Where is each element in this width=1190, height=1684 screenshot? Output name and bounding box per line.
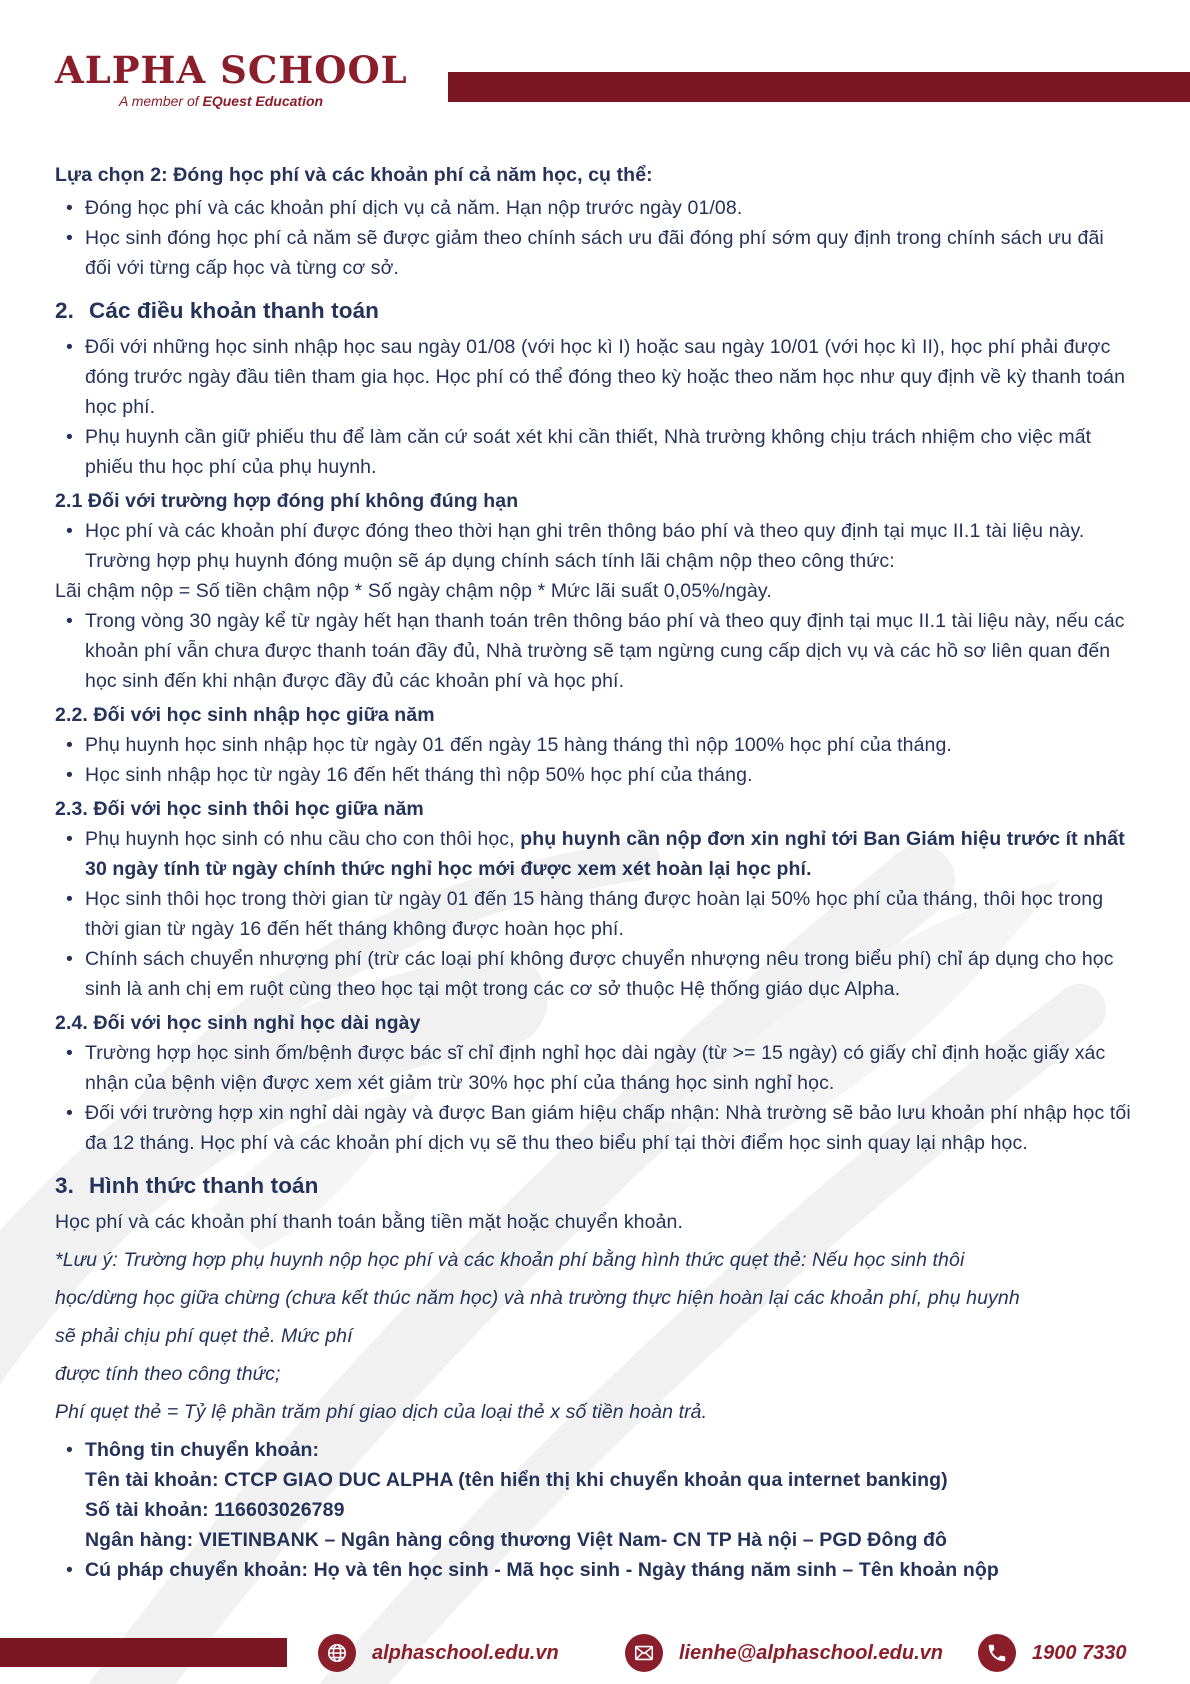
doc-bullet-item	[55, 516, 1133, 576]
doc-note-line: được tính theo công thức;	[55, 1363, 281, 1385]
footer-phone	[978, 1633, 1127, 1673]
doc-section-number: 2.	[55, 298, 74, 323]
doc-note-line: học/dừng học giữa chừng (chưa kết thúc năm học) và nhà trường thực hiện hoàn lại các khoản phí, phụ huynh	[55, 1287, 1020, 1309]
bullet-text: Đối với trường hợp xin nghỉ dài ngày và được Ban giám hiệu chấp nhận: Nhà trường sẽ bảo lưu khoản phí nhập học tối đa 12 tháng. Học phí và các khoản phí dịch vụ sẽ thu theo biểu phí tại thời điểm học sinh quay lại nhập học.	[85, 1102, 1131, 1154]
doc-note-line: Phí quẹt thẻ = Tỷ lệ phần trăm phí giao dịch của loại thẻ x số tiền hoàn trả.	[55, 1401, 708, 1423]
bullet-dot: •	[66, 1439, 73, 1461]
doc-section-heading	[55, 1171, 1133, 1201]
doc-bullet-item	[55, 884, 1133, 944]
bullet-text: Cú pháp chuyển khoản: Họ và tên học sinh - Mã học sinh - Ngày tháng năm sinh – Tên khoản nộp	[85, 1559, 999, 1581]
bullet-dot: •	[66, 734, 73, 756]
doc-bullet-item	[55, 730, 1133, 760]
doc-bank-detail-line: Số tài khoản: 116603026789	[85, 1499, 345, 1521]
doc-subsection-heading: 2.3. Đối với học sinh thôi học giữa năm	[55, 798, 424, 820]
doc-bullet-item	[55, 824, 1133, 884]
header-accent-bar	[448, 72, 1190, 102]
bullet-dot: •	[66, 1042, 73, 1064]
bullet-dot: •	[66, 520, 73, 542]
bullet-dot: •	[66, 764, 73, 786]
document-body	[55, 160, 1133, 1585]
bullet-text: Phụ huynh cần giữ phiếu thu để làm căn cứ soát xét khi cần thiết, Nhà trường không chịu trách nhiệm cho việc mất phiếu thu học phí của phụ huynh.	[85, 426, 1092, 478]
doc-bullet-item	[55, 606, 1133, 696]
doc-subsection-heading: 2.1 Đối với trường hợp đóng phí không đúng hạn	[55, 490, 519, 512]
logo	[55, 50, 408, 109]
doc-bullet-item	[55, 193, 1133, 223]
bullet-text: Đóng học phí và các khoản phí dịch vụ cả năm. Hạn nộp trước ngày 01/08.	[85, 197, 743, 219]
bullet-text: Chính sách chuyển nhượng phí (trừ các loại phí không được chuyển nhượng nêu trong biểu phí) chỉ áp dụng cho học sinh là anh chị em ruột cùng theo học tại một trong các cơ sở thuộc Hệ thống giáo dục Alpha.	[85, 948, 1114, 1000]
bullet-text: Thông tin chuyển khoản:	[85, 1439, 320, 1461]
logo-subtitle-prefix: A member of	[119, 93, 203, 109]
logo-alpha-school-text: ALPHA SCHOOL	[55, 48, 408, 92]
doc-bullet-item	[55, 1555, 1133, 1585]
doc-bullet-item	[55, 1098, 1133, 1158]
bullet-dot: •	[66, 888, 73, 910]
bullet-dot: •	[66, 828, 73, 850]
bullet-text: Học sinh thôi học trong thời gian từ ngày 01 đến 15 hàng tháng được hoàn lại 50% học phí của tháng, thôi học trong thời gian từ ngày 16 đến hết tháng không được hoàn học phí.	[85, 888, 1104, 940]
bullet-dot: •	[66, 1559, 73, 1581]
footer-email-text[interactable]: lienhe@alphaschool.edu.vn	[679, 1641, 943, 1664]
bullet-text: Học sinh đóng học phí cả năm sẽ được giảm theo chính sách ưu đãi đóng phí sớm quy định trong chính sách ưu đãi đối với từng cấp học và từng cơ sở.	[85, 227, 1104, 279]
logo-subtitle	[119, 93, 408, 109]
logo-subtitle-brand: EQuest Education	[202, 93, 324, 109]
bullet-dot: •	[66, 426, 73, 448]
doc-paragraph: Học phí và các khoản phí thanh toán bằng tiền mặt hoặc chuyển khoản.	[55, 1211, 683, 1233]
bullet-text: Học sinh nhập học từ ngày 16 đến hết tháng thì nộp 50% học phí của tháng.	[85, 764, 753, 786]
bullet-text: Trong vòng 30 ngày kể từ ngày hết hạn thanh toán trên thông báo phí và theo quy định tại mục II.1 tài liệu này, nếu các khoản phí vẫn chưa được thanh toán đầy đủ, Nhà trường sẽ tạm ngừng cung cấp dịch vụ và các hồ sơ liên quan đến học sinh đến khi nhận được đầy đủ các khoản phí và học phí.	[85, 610, 1125, 692]
doc-bullet-item	[55, 944, 1133, 1004]
doc-paragraph: Lãi chậm nộp = Số tiền chậm nộp * Số ngày chậm nộp * Mức lãi suất 0,05%/ngày.	[55, 580, 772, 602]
footer-email	[625, 1633, 943, 1673]
doc-bullet-item	[55, 760, 1133, 790]
doc-option2-heading: Lựa chọn 2: Đóng học phí và các khoản phí cả năm học, cụ thể:	[55, 164, 653, 186]
doc-bank-detail-line: Tên tài khoản: CTCP GIAO DUC ALPHA (tên hiển thị khi chuyển khoản qua internet banking)	[85, 1469, 948, 1491]
bullet-dot: •	[66, 336, 73, 358]
bullet-dot: •	[66, 197, 73, 219]
doc-section-number: 3.	[55, 1173, 74, 1198]
footer-website-text[interactable]: alphaschool.edu.vn	[372, 1641, 559, 1664]
doc-bullet-item	[55, 1435, 1133, 1465]
globe-icon	[318, 1634, 356, 1672]
doc-note-line: sẽ phải chịu phí quẹt thẻ. Mức phí	[55, 1325, 353, 1347]
doc-subsection-heading: 2.2. Đối với học sinh nhập học giữa năm	[55, 704, 435, 726]
bullet-text: Trường hợp học sinh ốm/bệnh được bác sĩ chỉ định nghỉ học dài ngày (từ >= 15 ngày) có giấy chỉ định hoặc giấy xác nhận của bệnh viện được xem xét giảm trừ 30% học phí của tháng học sinh nghỉ học.	[85, 1042, 1106, 1094]
doc-note-line: *Lưu ý: Trường hợp phụ huynh nộp học phí và các khoản phí bằng hình thức quẹt thẻ: Nếu học sinh thôi	[55, 1249, 965, 1271]
envelope-icon	[625, 1634, 663, 1672]
bullet-dot: •	[66, 227, 73, 249]
footer-website	[318, 1633, 559, 1673]
bullet-dot: •	[66, 948, 73, 970]
doc-section-heading	[55, 296, 1133, 326]
phone-icon	[978, 1634, 1016, 1672]
bullet-text: Phụ huynh học sinh nhập học từ ngày 01 đến ngày 15 hàng tháng thì nộp 100% học phí của tháng.	[85, 734, 952, 756]
bullet-text: Phụ huynh học sinh có nhu cầu cho con thôi học, phụ huynh cần nộp đơn xin nghỉ tới Ban Giám hiệu trước ít nhất 30 ngày tính từ ngày chính thức nghỉ học mới được xem xét hoàn lại học phí.	[85, 828, 1125, 880]
bullet-dot: •	[66, 610, 73, 632]
doc-bank-detail-line: Ngân hàng: VIETINBANK – Ngân hàng công thương Việt Nam- CN TP Hà nội – PGD Đông đô	[85, 1529, 948, 1551]
bullet-dot: •	[66, 1102, 73, 1124]
doc-bullet-item	[55, 223, 1133, 283]
doc-section-title: Hình thức thanh toán	[89, 1173, 319, 1198]
footer-accent-bar	[0, 1638, 287, 1667]
footer-phone-text: 1900 7330	[1032, 1641, 1127, 1664]
bullet-text: Đối với những học sinh nhập học sau ngày 01/08 (với học kì I) hoặc sau ngày 10/01 (với học kì II), học phí phải được đóng trước ngày đầu tiên tham gia học. Học phí có thể đóng theo kỳ hoặc theo năm học như quy định về kỳ thanh toán học phí.	[85, 336, 1126, 418]
bullet-text: Học phí và các khoản phí được đóng theo thời hạn ghi trên thông báo phí và theo quy định tại mục II.1 tài liệu này. Trường hợp phụ huynh đóng muộn sẽ áp dụng chính sách tính lãi chậm nộp theo công thức:	[85, 520, 1085, 572]
doc-bullet-item	[55, 1038, 1133, 1098]
doc-subsection-heading: 2.4. Đối với học sinh nghỉ học dài ngày	[55, 1012, 421, 1034]
doc-bullet-item	[55, 332, 1133, 422]
doc-section-title: Các điều khoản thanh toán	[89, 298, 380, 323]
doc-bullet-item	[55, 422, 1133, 482]
